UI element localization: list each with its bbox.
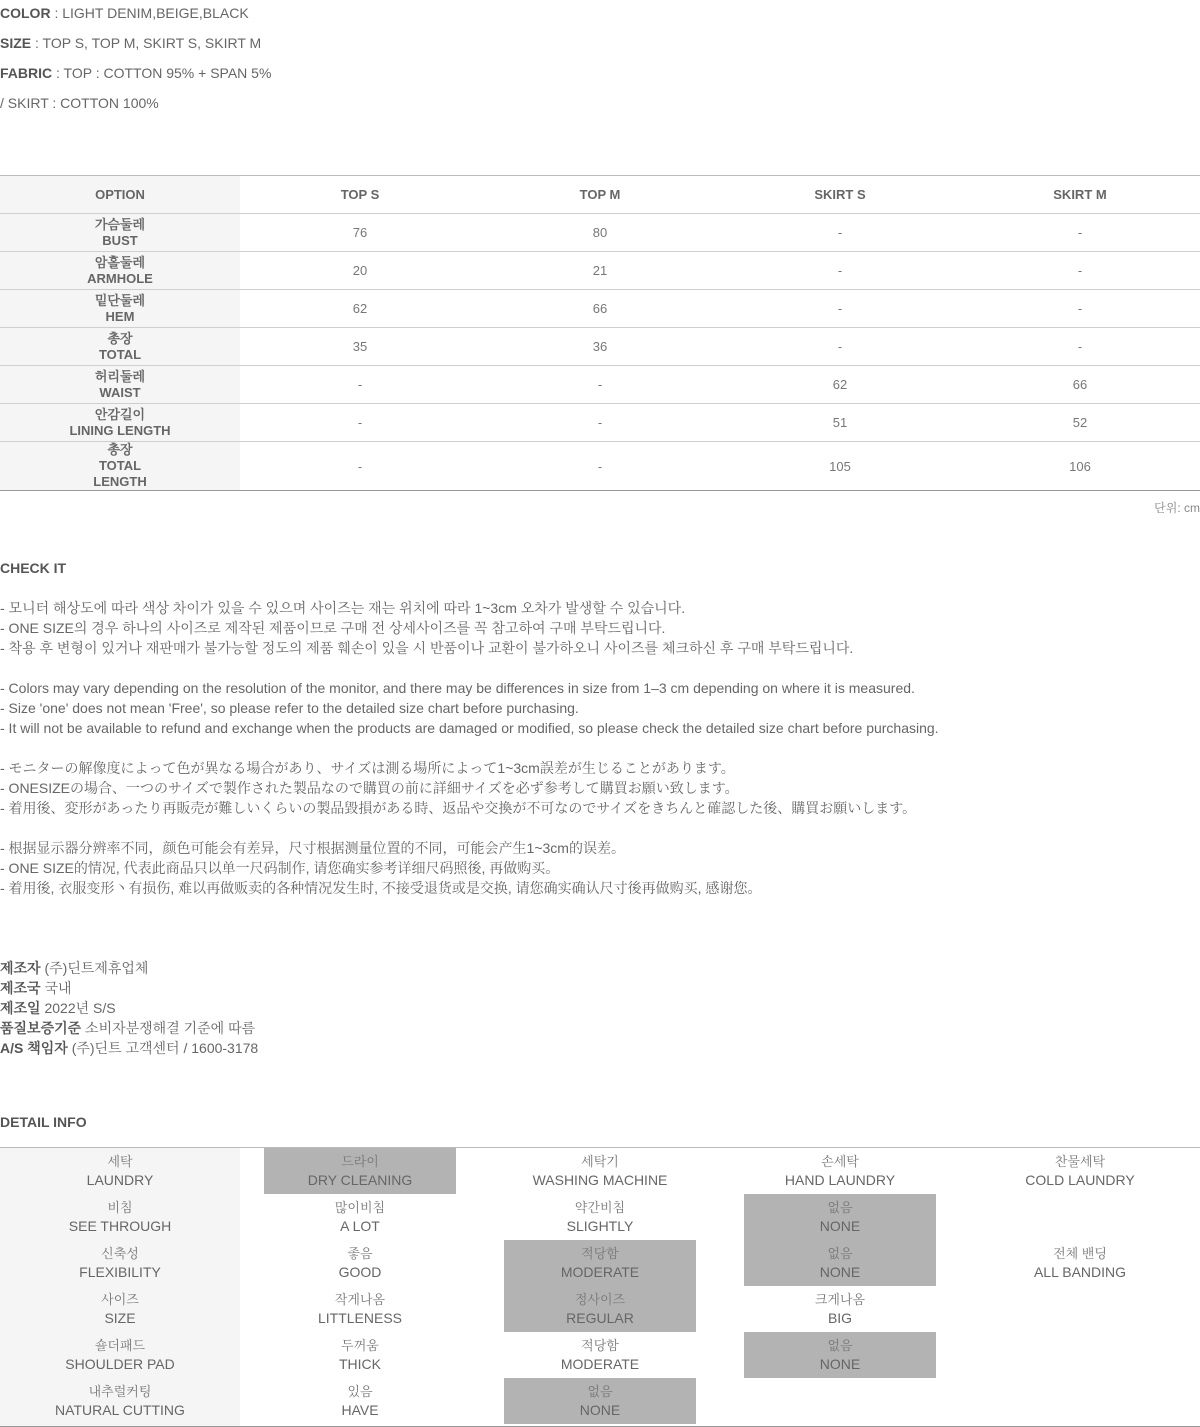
detail-option	[480, 1337, 720, 1373]
table-cell: 105	[720, 442, 960, 491]
fabric-spec-skirt: / SKIRT : COTTON 100%	[0, 95, 159, 111]
detail-option-selected-en: REGULAR	[566, 1310, 634, 1326]
color-spec	[0, 3, 249, 23]
table-row	[0, 404, 1200, 442]
table-cell: -	[720, 328, 960, 366]
row-label-en: LINING LENGTH	[69, 422, 171, 438]
detail-option-en: BIG	[827, 1310, 853, 1326]
detail-option	[240, 1245, 480, 1281]
detail-option-en: WASHING MACHINE	[532, 1172, 668, 1188]
detail-option-en: HAND LAUNDRY	[784, 1172, 896, 1188]
table-cell: 35	[240, 328, 480, 366]
maker-value: 소비자분쟁해결 기준에 따름	[81, 1020, 256, 1036]
table-cell: -	[240, 366, 480, 404]
maker-line	[0, 998, 258, 1018]
fabric-label: FABRIC	[0, 65, 53, 81]
row-option-label	[0, 328, 240, 366]
unit-label: 단위: cm	[1154, 501, 1200, 515]
detail-option-selected-en: NONE	[819, 1218, 861, 1234]
table-cell: -	[960, 290, 1200, 328]
detail-option-selected-ko: 없음	[827, 1200, 853, 1215]
table-cell: -	[240, 442, 480, 491]
detail-option-en: A LOT	[340, 1218, 380, 1234]
table-cell: -	[240, 404, 480, 442]
table-cell: -	[480, 366, 720, 404]
detail-option-ko: 있음	[347, 1384, 373, 1399]
fabric-spec	[0, 63, 271, 83]
detail-option-selected	[720, 1245, 960, 1281]
table-cell: 106	[960, 442, 1200, 491]
detail-row-label-ko: 내추럴커팅	[88, 1384, 152, 1399]
detail-option-selected-ko: 드라이	[341, 1154, 379, 1169]
detail-option-ko: 적당함	[581, 1338, 619, 1353]
detail-option-en: MODERATE	[560, 1356, 640, 1372]
maker-line	[0, 958, 258, 978]
header-option: OPTION	[0, 176, 240, 214]
table-cell: 80	[480, 214, 720, 252]
detail-option-selected-en: NONE	[819, 1264, 861, 1280]
detail-info-grid	[0, 1147, 1200, 1427]
note-line: - 着用後, 衣服变形丶有损伤, 难以再做贩卖的各种情况发生时, 不接受退货或是交换, 请您确实确认尺寸後再做购买, 感谢您。	[0, 880, 762, 896]
row-label-en: BUST	[102, 232, 138, 248]
row-label-ko: 암홀둘레	[94, 254, 146, 270]
detail-option-selected	[720, 1337, 960, 1373]
detail-option-selected-en: DRY CLEANING	[307, 1172, 413, 1188]
detail-option-ko: 약간비침	[574, 1200, 626, 1215]
row-option-label	[0, 290, 240, 328]
note-gap	[0, 658, 939, 678]
row-option-label	[0, 252, 240, 290]
detail-option-selected	[480, 1291, 720, 1327]
table-cell: 21	[480, 252, 720, 290]
detail-row-label-en: SIZE	[104, 1310, 136, 1326]
table-cell: 36	[480, 328, 720, 366]
detail-option	[480, 1199, 720, 1235]
detail-option-selected-ko: 없음	[587, 1384, 613, 1399]
detail-option-en: THICK	[339, 1356, 381, 1372]
table-row	[0, 214, 1200, 252]
detail-row-label	[0, 1199, 240, 1235]
detail-option-selected	[480, 1245, 720, 1281]
table-cell: -	[960, 214, 1200, 252]
row-label-ko: 가슴둘레	[94, 216, 146, 232]
row-option-label	[0, 214, 240, 252]
note-line: - 根据显示器分辨率不同，颜色可能会有差异，尺寸根据测量位置的不同，可能会产生1~3cm的误差。	[0, 840, 625, 856]
size-table	[0, 175, 1200, 491]
detail-option-ko: 전체 밴딩	[1053, 1246, 1107, 1261]
detail-option-en: HAVE	[341, 1402, 379, 1418]
detail-option	[720, 1153, 960, 1189]
maker-line	[0, 978, 258, 998]
detail-row-label-ko: 세탁	[107, 1154, 133, 1169]
note-gap	[0, 818, 939, 838]
row-label-en: HEM	[105, 308, 135, 324]
table-cell: 66	[480, 290, 720, 328]
table-cell: -	[480, 404, 720, 442]
note-line: - Size 'one' does not mean 'Free', so please refer to the detailed size chart before purchasing.	[0, 700, 579, 716]
detail-option-en: SLIGHTLY	[566, 1218, 634, 1234]
table-cell: 51	[720, 404, 960, 442]
size-table-header	[0, 176, 1200, 214]
note-line: - ONE SIZE的情况, 代表此商品只以单一尺码制作, 请您确实参考详细尺码照後, 再做购买。	[0, 860, 560, 876]
table-cell: 52	[960, 404, 1200, 442]
detail-option	[240, 1337, 480, 1373]
detail-row-label-en: FLEXIBILITY	[79, 1264, 161, 1280]
note-line: - Colors may vary depending on the resolution of the monitor, and there may be differences in size from 1–3 cm depending on where it is measured.	[0, 680, 915, 696]
detail-option	[960, 1245, 1200, 1281]
detail-row-label-ko: 비침	[107, 1200, 133, 1215]
table-row	[0, 328, 1200, 366]
detail-option-ko: 작게나옴	[334, 1292, 386, 1307]
table-row	[0, 366, 1200, 404]
row-label-ko: 안감길이	[94, 406, 146, 422]
table-cell: -	[960, 328, 1200, 366]
detail-option-ko: 많이비침	[334, 1200, 386, 1215]
detail-option-selected-ko: 없음	[827, 1246, 853, 1261]
detail-row-label-en: SHOULDER PAD	[65, 1356, 175, 1372]
row-label-en2: LENGTH	[93, 474, 147, 489]
detail-row-label-ko: 숄더패드	[94, 1338, 146, 1353]
detail-row-label-en: SEE THROUGH	[68, 1218, 172, 1234]
row-option-label	[0, 404, 240, 442]
detail-option-ko: 세탁기	[581, 1154, 619, 1169]
detail-option-selected-en: MODERATE	[560, 1264, 640, 1280]
color-value: : LIGHT DENIM,BEIGE,BLACK	[50, 5, 249, 21]
table-cell: -	[720, 252, 960, 290]
row-label-ko: 총장	[107, 330, 133, 346]
detail-option	[720, 1291, 960, 1327]
detail-info-title: DETAIL INFO	[0, 1114, 87, 1130]
header-top-m: TOP M	[480, 176, 720, 214]
row-label-ko: 허리둘레	[94, 368, 146, 384]
detail-option-selected-ko: 적당함	[581, 1246, 619, 1261]
detail-option-ko: 좋음	[347, 1246, 373, 1261]
detail-option-ko: 두꺼움	[341, 1338, 379, 1353]
detail-row-label-en: LAUNDRY	[86, 1172, 154, 1188]
note-gap	[0, 738, 939, 758]
maker-value: 국내	[40, 980, 72, 996]
check-it-title: CHECK IT	[0, 560, 67, 576]
header-skirt-m: SKIRT M	[960, 176, 1200, 214]
detail-row-label	[0, 1383, 240, 1419]
check-it-notes	[0, 598, 939, 898]
note-line: - 着用後、変形があったり再販売が難しいくらいの製品毀損がある時、返品や交換が不可なのでサイズをきちんと確認した後、購買お願いします。	[0, 800, 917, 816]
detail-row-label	[0, 1153, 240, 1189]
maker-value: (주)딘트제휴업체	[40, 960, 149, 976]
detail-row-label	[0, 1245, 240, 1281]
maker-line	[0, 1018, 258, 1038]
detail-row-label-ko: 신축성	[101, 1246, 139, 1261]
note-line: - ONESIZEの場合、一つのサイズで製作された製品なので購買の前に詳細サイズを必ず参考して購買お願い致します。	[0, 780, 739, 796]
note-line: - ONE SIZE의 경우 하나의 사이즈로 제작된 제품이므로 구매 전 상세사이즈를 꼭 참고하여 구매 부탁드립니다.	[0, 620, 666, 636]
detail-option	[480, 1153, 720, 1189]
detail-option-selected-ko: 없음	[827, 1338, 853, 1353]
detail-option	[240, 1199, 480, 1235]
detail-row-label	[0, 1291, 240, 1327]
maker-line	[0, 1038, 258, 1058]
maker-value: 2022년 S/S	[40, 1000, 116, 1016]
detail-option-en: LITTLENESS	[317, 1310, 403, 1326]
table-row	[0, 442, 1200, 491]
table-cell: -	[720, 290, 960, 328]
row-label-en: WAIST	[99, 384, 141, 400]
detail-option-ko: 찬물세탁	[1054, 1154, 1106, 1169]
detail-option-en: ALL BANDING	[1033, 1264, 1127, 1280]
note-line: - モニターの解像度によって色が異なる場合があり、サイズは測る場所によって1~3cm誤差が生じることがあります。	[0, 760, 735, 776]
detail-option-selected-en: NONE	[819, 1356, 861, 1372]
table-cell: 76	[240, 214, 480, 252]
row-label-ko: 총장	[107, 442, 133, 457]
table-cell: -	[960, 252, 1200, 290]
detail-option-en: GOOD	[338, 1264, 382, 1280]
note-line: - 착용 후 변형이 있거나 재판매가 불가능할 정도의 제품 훼손이 있을 시 반품이나 교환이 불가하오니 사이즈를 체크하신 후 구매 부탁드립니다.	[0, 640, 854, 656]
maker-label: 제조일	[0, 1000, 41, 1016]
detail-option	[960, 1153, 1200, 1189]
table-cell: -	[480, 442, 720, 491]
table-cell: 62	[240, 290, 480, 328]
detail-option-ko: 크게나옴	[814, 1292, 866, 1307]
row-label-ko: 밑단둘레	[94, 292, 146, 308]
table-cell: 20	[240, 252, 480, 290]
table-row	[0, 252, 1200, 290]
row-option-label	[0, 366, 240, 404]
size-spec	[0, 33, 261, 53]
note-line: - It will not be available to refund and exchange when the products are damaged or modified, so please check the detailed size chart before purchasing.	[0, 720, 939, 736]
detail-option-selected	[720, 1199, 960, 1235]
maker-label: 제조국	[0, 980, 41, 996]
maker-label: 품질보증기준	[0, 1020, 82, 1036]
detail-row-label-en: NATURAL CUTTING	[55, 1402, 185, 1418]
row-label-en: TOTAL	[98, 346, 142, 362]
row-label-en: ARMHOLE	[87, 270, 153, 286]
detail-option-selected	[240, 1153, 480, 1189]
header-top-s: TOP S	[240, 176, 480, 214]
detail-option-en: COLD LAUNDRY	[1025, 1172, 1135, 1188]
note-line: - 모니터 해상도에 따라 색상 차이가 있을 수 있으며 사이즈는 재는 위치에 따라 1~3cm 오차가 발생할 수 있습니다.	[0, 600, 686, 616]
detail-option-selected	[480, 1383, 720, 1419]
table-cell: 66	[960, 366, 1200, 404]
table-cell: -	[720, 214, 960, 252]
maker-value: (주)딘트 고객센터 / 1600-3178	[67, 1040, 259, 1056]
detail-option	[240, 1383, 480, 1419]
size-label: SIZE	[0, 35, 32, 51]
row-label-en: TOTAL	[98, 458, 142, 473]
detail-row-label	[0, 1337, 240, 1373]
maker-info	[0, 958, 258, 1058]
detail-option-selected-en: NONE	[579, 1402, 621, 1418]
detail-option	[240, 1291, 480, 1327]
table-cell: 62	[720, 366, 960, 404]
table-row	[0, 290, 1200, 328]
color-label: COLOR	[0, 5, 51, 21]
size-value: : TOP S, TOP M, SKIRT S, SKIRT M	[31, 35, 262, 51]
detail-option-selected-ko: 정사이즈	[574, 1292, 626, 1307]
header-skirt-s: SKIRT S	[720, 176, 960, 214]
detail-option-ko: 손세탁	[821, 1154, 859, 1169]
fabric-value: : TOP : COTTON 95% + SPAN 5%	[52, 65, 272, 81]
maker-label: 제조자	[0, 960, 41, 976]
maker-label: A/S 책임자	[0, 1040, 68, 1056]
detail-row-label-ko: 사이즈	[101, 1292, 139, 1307]
row-option-label	[0, 442, 240, 491]
